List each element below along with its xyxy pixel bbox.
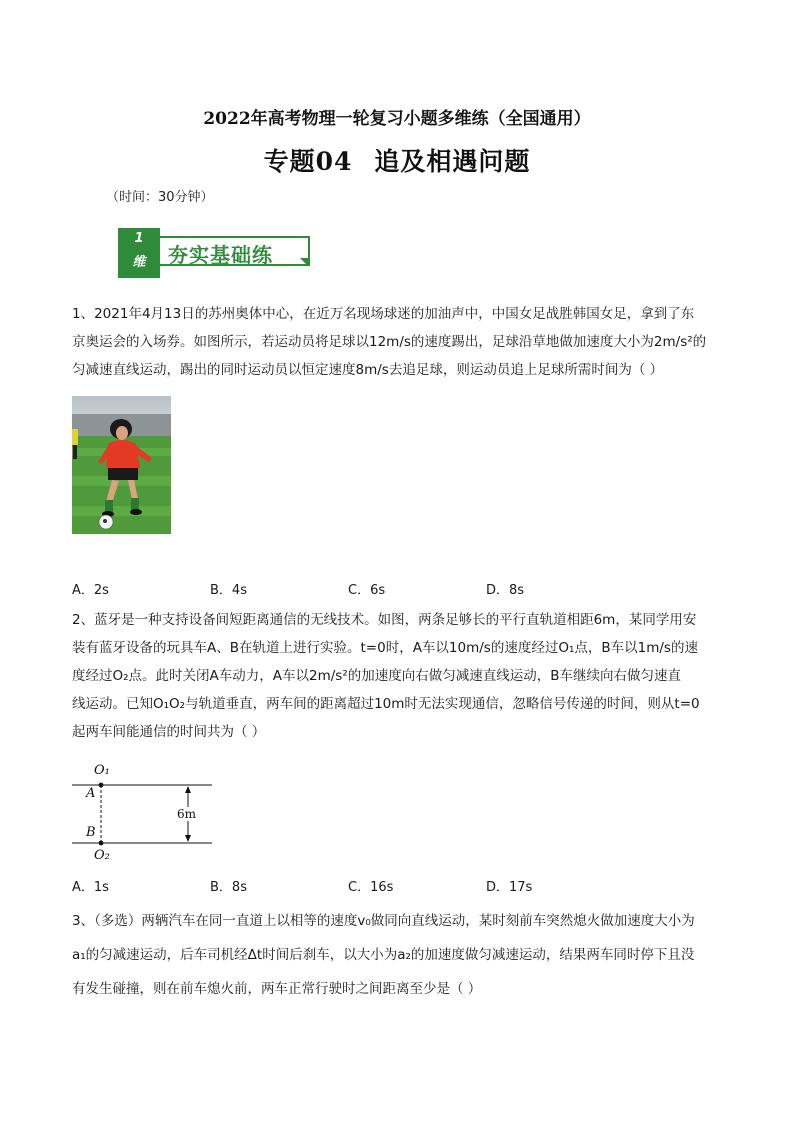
section-badge xyxy=(118,228,318,278)
point-o2-label: O₂ xyxy=(94,848,110,863)
section-number-sub: 维 xyxy=(132,254,146,270)
soccer-player-photo xyxy=(72,396,171,534)
section-number-block xyxy=(118,228,160,278)
question-1-line: 匀减速直线运动，踢出的同时运动员以恒定速度8m/s去追足球，则运动员追上足球所需时间为（ ） xyxy=(72,362,664,378)
section-number: 1 xyxy=(134,231,144,246)
document-subtitle: 2022年高考物理一轮复习小题多维练（全国通用） xyxy=(203,109,591,129)
question-1-text xyxy=(72,300,724,384)
time-limit-note: （时间：30分钟） xyxy=(106,190,214,205)
option-a[interactable]: A．1s xyxy=(72,880,109,895)
option-d[interactable]: D．17s xyxy=(486,880,533,895)
question-3-text xyxy=(72,904,724,1006)
point-o1-label: O₁ xyxy=(94,763,110,778)
question-2-line: 度经过O₂点。此时关闭A车动力，A车以2m/s²的加速度向右做匀减速直线运动，B车继续向右做匀速直 xyxy=(72,668,682,684)
question-1-line: 1、2021年4月13日的苏州奥体中心，在近万名现场球迷的加油声中，中国女足战胜韩国女足，拿到了东 xyxy=(72,306,695,322)
question-2-line: 装有蓝牙设备的玩具车A、B在轨道上进行实验。t=0时，A车以10m/s的速度经过O₁点，B车以1m/s的速 xyxy=(72,640,698,656)
section-label-box xyxy=(160,236,310,266)
question-2-text xyxy=(72,606,724,746)
title-topic-name: 追及相遇问题 xyxy=(374,147,531,176)
option-b[interactable]: B．4s xyxy=(210,583,247,598)
car-a-label: A xyxy=(86,786,96,801)
car-b-label: B xyxy=(86,825,96,840)
distance-label: 6m xyxy=(177,807,197,821)
option-c[interactable]: C．6s xyxy=(348,583,386,598)
question-3-line: a₁的匀减速运动，后车司机经Δt时间后刹车，以大小为a₂的加速度做匀减速运动，结果两车同时停下且没 xyxy=(72,947,695,963)
question-2-line: 起两车间能通信的时间共为（ ） xyxy=(72,724,266,740)
question-1-line: 京奥运会的入场券。如图所示，若运动员将足球以12m/s的速度踢出，足球沿草地做加速度大小为2m/s²的 xyxy=(72,334,707,350)
option-d[interactable]: D．8s xyxy=(486,583,525,598)
option-b[interactable]: B．8s xyxy=(210,880,247,895)
section-label: 夯实基础练 xyxy=(168,243,273,267)
question-3-line: 有发生碰撞，则在前车熄火前，两车正常行驶时之间距离至少是（ ） xyxy=(72,981,482,997)
question-2-line: 2、蓝牙是一种支持设备间短距离通信的无线技术。如图，两条足够长的平行直轨道相距6m，某同学用安 xyxy=(72,612,697,628)
option-a[interactable]: A．2s xyxy=(72,583,109,598)
question-2-line: 线运动。已知O₁O₂与轨道垂直，两车间的距离超过10m时无法实现通信，忽略信号传递的时间，则从t=0 xyxy=(72,696,700,712)
option-c[interactable]: C．16s xyxy=(348,880,394,895)
question-3-line: 3、（多选）两辆汽车在同一直道上以相等的速度v₀做同向直线运动，某时刻前车突然熄火做加速度大小为 xyxy=(72,913,695,929)
title-topic-number: 专题04 xyxy=(263,147,353,176)
badge-corner-decoration xyxy=(300,258,308,266)
document-title xyxy=(0,142,794,178)
track-diagram xyxy=(70,762,220,866)
